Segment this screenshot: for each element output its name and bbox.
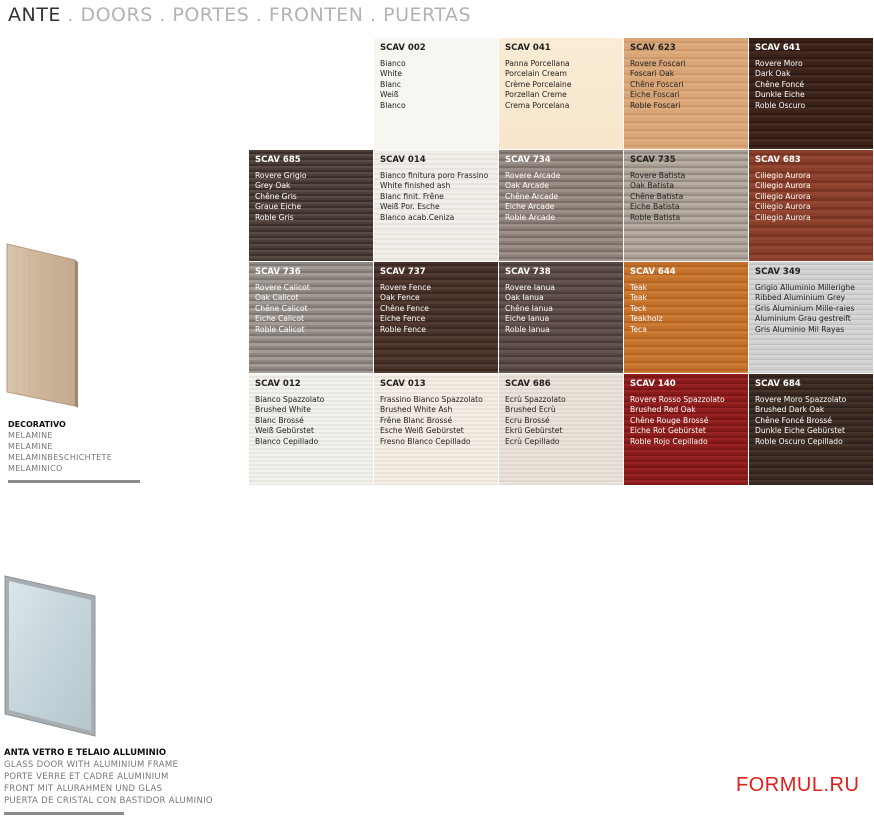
swatch-name: Teakholz [630,314,663,324]
swatch-name: Esche Weiß Gebürstet [380,426,464,436]
color-swatch [374,38,498,149]
swatch-name: Roble Foscari [630,100,681,110]
swatch-name: Teak [630,283,648,292]
color-swatch [749,374,873,485]
swatch-name: Rovere Moro Spazzolato [755,395,847,404]
swatch-name: Weiß [380,90,399,100]
swatch-name: Ecrù Cepillado [505,436,560,446]
decorativo-caption [8,419,112,474]
swatch-name: Grey Oak [255,181,291,191]
swatch-code: SCAV 641 [755,43,801,53]
swatch-name: Chêne Batista [630,191,684,201]
swatch-name: Blanc Brossé [255,415,304,425]
swatch-name: Roble Rojo Cepillado [630,436,708,446]
swatch-name: Eiche Fence [380,314,426,324]
swatch-name: Ekrü Gebürstet [505,426,563,436]
decorativo-rule [8,480,140,483]
swatch-name: Bianco finitura poro Frassino [380,171,489,180]
color-swatch [624,262,748,373]
swatch-code: SCAV 140 [630,379,676,389]
swatch-name: Chêne Foscari [630,79,684,89]
swatch-name: Eiche Rot Gebürstet [630,426,706,436]
vetro-rule [4,812,124,815]
swatch-name: Oak Arcade [505,181,549,191]
swatch-name: Foscari Oak [630,69,675,79]
swatch-name: Porcelain Cream [505,69,567,79]
swatch-name: Frassino Bianco Spazzolato [380,395,483,404]
swatch-name: Roble Batista [630,212,681,222]
swatch-name: Roble Calicot [255,324,305,334]
decorativo-line: MELAMINE [8,442,53,451]
swatch-code: SCAV 644 [630,267,676,277]
vetro-line: FRONT MIT ALURAHMEN UND GLAS [4,784,163,794]
swatch-name: Chêne Foncé Brossé [755,415,832,425]
vetro-caption [4,747,213,807]
color-swatch [624,150,748,261]
swatch-name: Roble Gris [255,212,294,222]
swatch-name: Rovere Batista [630,171,686,180]
swatch-name: Oak Batista [630,181,674,191]
swatch-name: Ciliegio Aurora [755,202,811,212]
swatch-code: SCAV 734 [505,155,551,165]
swatch-name: Blanc [380,79,401,89]
swatch-name: Panna Porcellana [505,59,570,68]
page-title-rest: . DOORS . PORTES . FRONTEN . PUERTAS [60,4,472,26]
swatch-name: Brushed Dark Oak [755,405,825,415]
swatch-code: SCAV 686 [505,379,551,389]
swatch-name: Blanco Cepillado [255,436,319,446]
brand-logo[interactable]: FORMUL.RU [736,774,860,796]
swatch-name: Roble Arcade [505,212,556,222]
swatch-name: Brushed Red Oak [630,405,696,415]
swatch-name: Fresno Blanco Cepillado [380,436,471,446]
color-swatch [249,150,373,261]
swatch-code: SCAV 735 [630,155,676,165]
decorativo-title: DECORATIVO [8,420,66,429]
melamine-door-image [5,242,79,410]
swatch-name: Frêne Blanc Brossé [380,415,453,425]
swatch-name: Blanco [380,100,406,110]
swatch-name: Dark Oak [755,69,791,79]
swatch-name: Teca [630,324,647,334]
color-swatch [499,150,623,261]
swatch-name: Weiß Por. Esche [380,202,440,212]
swatch-name: Eiche Foscari [630,90,680,100]
swatch-name: Chêne Foncé [755,79,805,89]
swatch-code: SCAV 737 [380,267,426,277]
swatch-grid [249,38,874,485]
swatch-name: Eiche Calicot [255,314,304,324]
swatch-name: Chêne Arcade [505,191,559,201]
swatch-name: Teck [630,303,647,313]
swatch-code: SCAV 002 [380,43,426,53]
swatch-name: Crème Porcelaine [505,79,572,89]
swatch-code: SCAV 349 [755,267,801,277]
swatch-code: SCAV 684 [755,379,801,389]
swatch-name: Rovere Ianua [505,283,555,292]
swatch-name: Rovere Calicot [255,283,310,292]
swatch-name: Blanc finit. Frêne [380,191,444,201]
swatch-name: Gris Aluminio Mil Rayas [755,324,845,334]
swatch-name: Roble Fence [380,324,426,334]
swatch-name: Gris Aluminium Mille-raies [755,303,855,313]
swatch-name: Dunkle Eiche [755,90,805,100]
swatch-name: Eiche Arcade [505,202,555,212]
swatch-code: SCAV 683 [755,155,801,165]
color-swatch [624,374,748,485]
color-swatch [499,374,623,485]
swatch-name: Rovere Grigio [255,171,307,180]
swatch-name: Rovere Rosso Spazzolato [630,395,725,404]
swatch-name: Ecru Brossé [505,415,550,425]
swatch-name: Bianco [380,59,406,68]
swatch-name: Chêne Fence [380,303,429,313]
color-swatch [749,262,873,373]
swatch-name: Crema Porcelana [505,100,570,110]
swatch-name: Bianco Spazzolato [255,395,325,404]
color-swatch [749,150,873,261]
swatch-name: Blanco acab.Ceniza [380,212,455,222]
page-title [8,4,471,26]
color-swatch [624,38,748,149]
color-swatch [499,262,623,373]
swatch-name: White finished ash [380,181,451,191]
swatch-code: SCAV 685 [255,155,301,165]
color-swatch [374,150,498,261]
swatch-name: Grigio Alluminio Millerighe [755,283,855,292]
swatch-name: Rovere Foscari [630,59,686,68]
swatch-code: SCAV 738 [505,267,551,277]
swatch-name: Rovere Fence [380,283,432,292]
color-swatch [374,262,498,373]
swatch-name: Oak Fence [380,293,420,303]
swatch-code: SCAV 012 [255,379,301,389]
swatch-name: Chêne Ianua [505,303,553,313]
vetro-title: ANTA VETRO E TELAIO ALLUMINIO [4,748,167,758]
swatch-code: SCAV 014 [380,155,426,165]
swatch-name: Dunkle Eiche Gebürstet [755,426,845,436]
swatch-name: Graue Eiche [255,202,302,212]
color-swatch [374,374,498,485]
color-swatch [249,374,373,485]
vetro-line: GLASS DOOR WITH ALUMINIUM FRAME [4,760,179,770]
swatch-code: SCAV 013 [380,379,426,389]
swatch-name: Ecrù Spazzolato [505,395,566,404]
decorativo-line: MELAMINICO [8,464,63,473]
vetro-line: PORTE VERRE ET CADRE ALUMINIUM [4,772,169,782]
swatch-name: Porzellan Creme [505,90,567,100]
swatch-name: Ribbed Aluminium Grey [755,293,846,303]
color-swatch [499,38,623,149]
swatch-name: Brushed White [255,405,311,415]
color-swatch [749,38,873,149]
swatch-name: Oak Calicot [255,293,299,303]
swatch-name: Ciliegio Aurora [755,191,811,201]
swatch-name: Chêne Calicot [255,303,308,313]
swatch-code: SCAV 041 [505,43,551,53]
swatch-name: Aluminium Grau gestreift [755,314,851,324]
swatch-name: Roble Oscuro [755,100,806,110]
swatch-code: SCAV 623 [630,43,676,53]
decorativo-line: MELAMINE [8,431,53,440]
swatch-name: Roble Ianua [505,324,550,334]
swatch-name: Oak Ianua [505,293,544,303]
swatch-name: Weiß Gebürstet [255,426,314,436]
swatch-name: Brushed Ecrù [505,405,556,415]
decorativo-line: MELAMINBESCHICHTETE [8,453,113,462]
swatch-name: White [380,69,403,79]
swatch-name: Roble Oscuro Cepillado [755,436,843,446]
swatch-name: Eiche Batista [630,202,680,212]
color-swatch [249,262,373,373]
vetro-line: PUERTA DE CRISTAL CON BASTIDOR ALUMINIO [4,796,213,806]
swatch-name: Chêne Gris [255,191,297,201]
swatch-name: Teak [630,293,648,303]
swatch-name: Brushed White Ash [380,405,453,415]
swatch-name: Eiche Ianua [505,314,550,324]
swatch-name: Ciliegio Aurora [755,181,811,191]
swatch-name: Rovere Moro [755,59,803,68]
swatch-name: Chêne Rouge Brossé [630,415,709,425]
page-title-main: ANTE [8,4,61,26]
swatch-code: SCAV 736 [255,267,301,277]
swatch-name: Ciliegio Aurora [755,212,811,222]
swatch-name: Ciliegio Aurora [755,171,811,180]
swatch-name: Rovere Arcade [505,171,561,180]
glass-door-image [3,574,99,738]
